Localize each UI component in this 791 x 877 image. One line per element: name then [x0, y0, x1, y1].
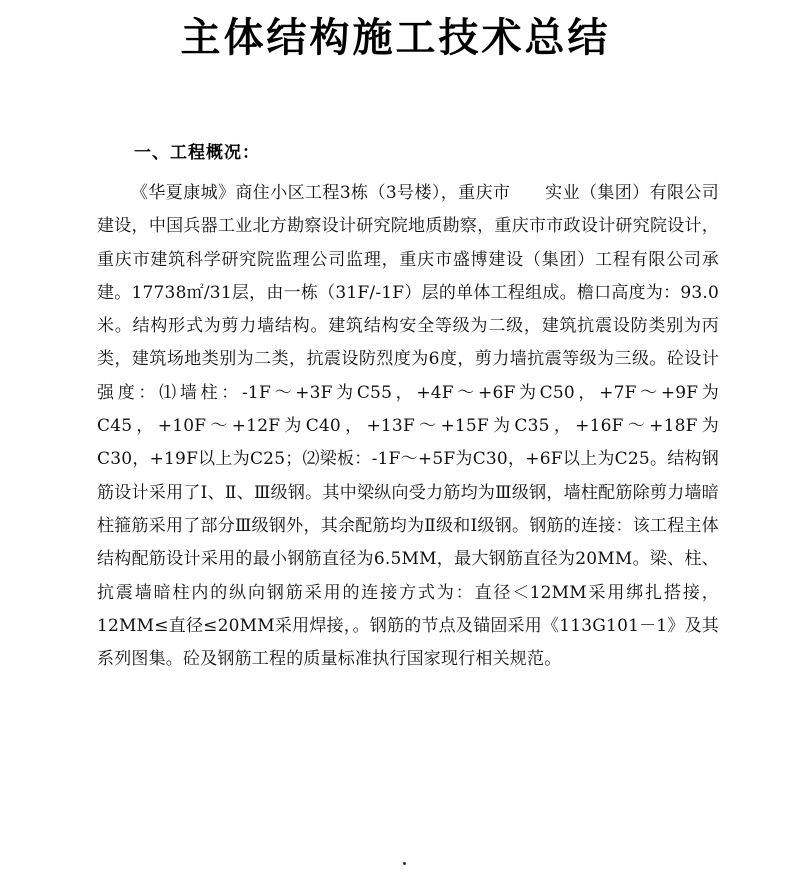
- section-heading-project-overview: 一、工程概况：: [134, 143, 260, 163]
- project-overview-paragraph: 《华夏康城》商住小区工程3栋（3号楼），重庆市 实业（集团）有限公司建设，中国兵器工业北方勘察设计研究院地质勘察，重庆市市政设计研究院设计，重庆市建筑科学研究院监理公司监理，重庆市盛博建设（集团）工程有限公司承建。17738㎡/31层，由一栋（31F/-1F）层的单体工程组成。檐口高度为：93.0米。结构形式为剪力墙结构。建筑结构安全等级为二级，建筑抗震设防类别为丙类，建筑场地类别为二类，抗震设防烈度为6度，剪力墙抗震等级为三级。砼设计强度：⑴墙柱：-1F～+3F为C55，+4F～+6F为C50，+7F～+9F为C45，+10F～+12F为C40，+13F～+15F为C35，+16F～+18F为C30，+19F以上为C25；⑵梁板：-1F～+5F为C30，+6F以上为C25。结构钢筋设计采用了Ⅰ、Ⅱ、Ⅲ级钢。其中梁纵向受力筋均为Ⅲ级钢，墙柱配筋除剪力墙暗柱箍筋采用了部分Ⅲ级钢外，其余配筋均为Ⅱ级和Ⅰ级钢。钢筋的连接：该工程主体结构配筋设计采用的最小钢筋直径为6.5MM，最大钢筋直径为20MM。梁、柱、抗震墙暗柱内的纵向钢筋采用的连接方式为：直径＜12MM采用绑扎搭接，12MM≤直径≤20MM采用焊接，。钢筋的节点及锚固采用《113G101－1》及其系列图集。砼及钢筋工程的质量标准执行国家现行相关规范。: [97, 183, 719, 670]
- document-title: 主体结构施工技术总结: [180, 15, 611, 61]
- page-marker-dot: [403, 862, 406, 865]
